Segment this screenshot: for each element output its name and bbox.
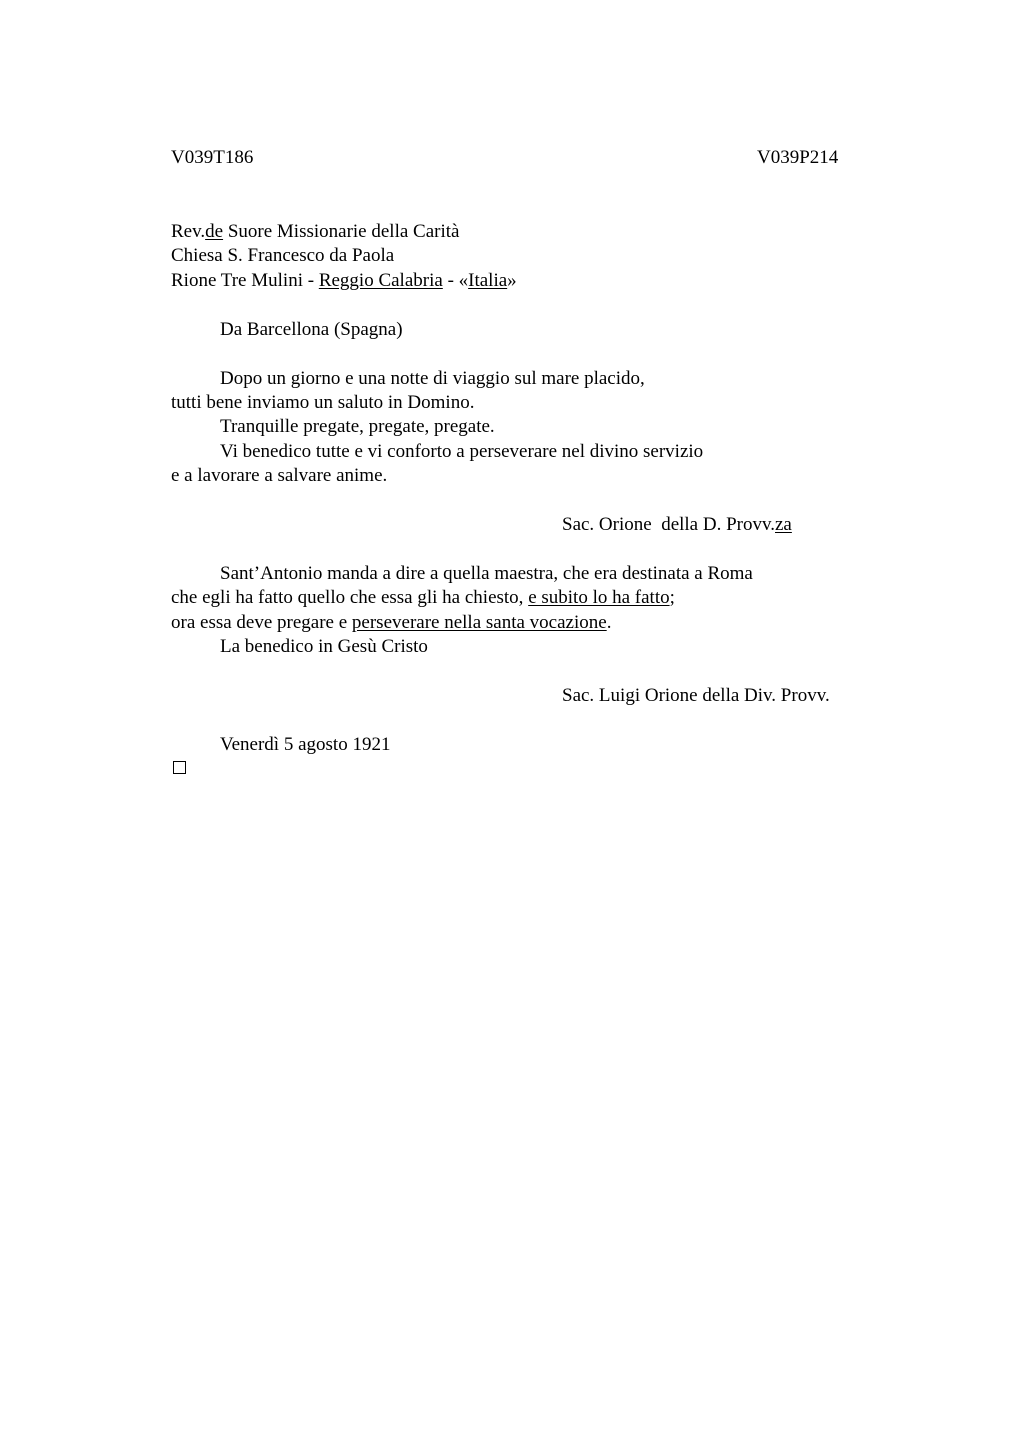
body2-line-3-end: . [606, 612, 612, 633]
body2-line-4: La benedico in Gesù Cristo [220, 636, 428, 657]
body2-line-2-emphasis: e subito lo ha fatto [528, 587, 670, 608]
body2-line-2-text: che egli ha fatto quello che essa gli ha chiesto, [171, 587, 529, 608]
address-title-abbrev: de [205, 221, 224, 242]
body2-line-2 [171, 586, 675, 610]
body2-line-3 [171, 611, 611, 635]
body1-line-5: e a lavorare a salvare anime. [171, 465, 388, 486]
address-district: Rione Tre Mulini - [171, 270, 319, 291]
address-country: Italia [468, 270, 508, 291]
signature-1-abbrev: za [775, 514, 792, 535]
signature-1 [562, 513, 792, 537]
address-line-2: Chiesa S. Francesco da Paola [171, 245, 395, 266]
body1-line-4: Vi benedico tutte e vi conforto a perseverare nel divino servizio [220, 441, 704, 462]
signature-2: Sac. Luigi Orione della Div. Provv. [562, 685, 830, 706]
address-title-prefix: Rev. [171, 221, 206, 242]
body2-line-3-text: ora essa deve pregare e [171, 612, 352, 633]
header-right-code: V039P214 [757, 147, 839, 168]
body2-line-2-end: ; [669, 587, 675, 608]
origin-line: Da Barcellona (Spagna) [220, 319, 403, 340]
address-city: Reggio Calabria [318, 270, 443, 291]
address-close-quote: » [507, 270, 517, 291]
date-line: Venerdì 5 agosto 1921 [220, 734, 391, 755]
body1-line-2: tutti bene inviamo un saluto in Domino. [171, 392, 475, 413]
address-recipient: Suore Missionarie della Carità [223, 221, 460, 242]
address-line-1 [171, 220, 459, 244]
address-line-3 [171, 269, 517, 293]
body1-line-3: Tranquille pregate, pregate, pregate. [220, 416, 495, 437]
address-separator: - « [442, 270, 469, 291]
body2-line-3-emphasis: perseverare nella santa vocazione [351, 612, 607, 633]
body2-line-1: Sant’Antonio manda a dire a quella maestra, che era destinata a Roma [220, 563, 753, 584]
header-left-code: V039T186 [171, 147, 254, 168]
body1-line-1: Dopo un giorno e una notte di viaggio sul mare placido, [220, 368, 645, 389]
empty-box-icon [173, 761, 186, 774]
signature-1-text: Sac. Orione della D. Provv. [562, 514, 775, 535]
